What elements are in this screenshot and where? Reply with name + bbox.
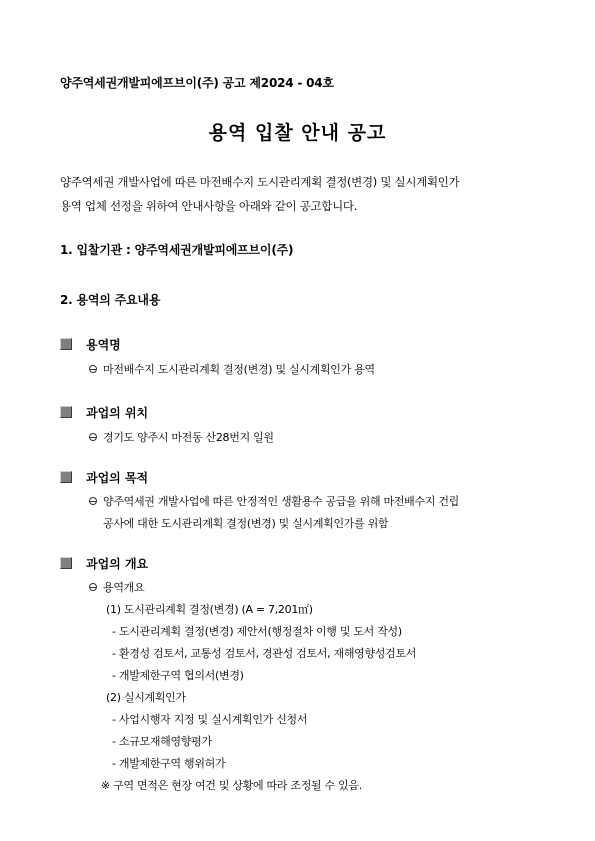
- circle-bullet-icon: [89, 433, 97, 441]
- section-2-heading: 2. 용역의 주요내용: [60, 293, 161, 307]
- overview-sub1-line: - 개발제한구역 협의서(변경): [112, 669, 244, 682]
- item-bullet-continuation: 공사에 대한 도시관리계획 결정(변경) 및 실시계획인가를 위함: [103, 517, 389, 530]
- item-bullet: [89, 579, 144, 595]
- item-label: 과업의 목적: [86, 470, 149, 485]
- overview-sub1-line: - 도시관리계획 결정(변경) 제안서(행정절차 이행 및 도서 작성): [112, 625, 402, 638]
- circle-bullet-icon: [89, 497, 97, 505]
- item-bullet-text: 용역개요: [103, 581, 145, 594]
- overview-sub1-line: - 환경성 검토서, 교통성 검토서, 경관성 검토서, 재해영향성검토서: [112, 647, 417, 660]
- item-bullet-text: 마전배수지 도시관리계획 결정(변경) 및 실시계획인가 용역: [103, 363, 375, 376]
- square-bullet-icon: [60, 406, 72, 418]
- square-bullet-icon: [60, 471, 72, 483]
- section-1-heading: 1. 입찰기관 : 양주역세권개발피에프브이(주): [60, 243, 294, 257]
- item-service-name: [60, 336, 121, 352]
- intro-line-1: 양주역세권 개발사업에 따른 마전배수지 도시관리계획 결정(변경) 및 실시계획인가: [60, 175, 460, 189]
- square-bullet-icon: [60, 557, 72, 569]
- item-task-overview: [60, 555, 148, 571]
- item-bullet: [89, 429, 274, 445]
- square-bullet-icon: [60, 338, 72, 350]
- circle-bullet-icon: [89, 583, 97, 591]
- overview-sub1-title: (1) 도시관리계획 결정(변경) (A = 7,201㎡): [106, 603, 313, 616]
- item-bullet-text: 양주역세권 개발사업에 따른 안정적인 생활용수 공급을 위해 마전배수지 건립: [103, 495, 460, 508]
- document-title: 용역 입찰 안내 공고: [208, 122, 387, 144]
- overview-sub2-line: - 소규모재해영향평가: [112, 735, 212, 748]
- circle-bullet-icon: [89, 365, 97, 373]
- notice-number: 양주역세권개발피에프브이(주) 공고 제2024 - 04호: [60, 76, 334, 90]
- overview-sub2-line: - 사업시행자 지정 및 실시계획인가 신청서: [112, 713, 308, 726]
- item-bullet: [89, 493, 459, 509]
- overview-sub2-line: - 개발제한구역 행위허가: [112, 757, 226, 770]
- item-bullet: [89, 361, 375, 377]
- item-label: 과업의 개요: [86, 556, 149, 571]
- item-label: 과업의 위치: [86, 405, 149, 420]
- intro-line-2: 용역 업체 선정을 위하여 안내사항을 아래와 같이 공고합니다.: [60, 199, 358, 213]
- item-bullet-text: 경기도 양주시 마전동 산28번지 일원: [103, 431, 274, 444]
- item-label: 용역명: [86, 337, 121, 352]
- overview-note: ※ 구역 면적은 현장 여건 및 상황에 따라 조정될 수 있음.: [101, 779, 362, 792]
- item-task-location: [60, 404, 148, 420]
- item-task-purpose: [60, 469, 148, 485]
- overview-sub2-title: (2) 실시계획인가: [106, 691, 186, 704]
